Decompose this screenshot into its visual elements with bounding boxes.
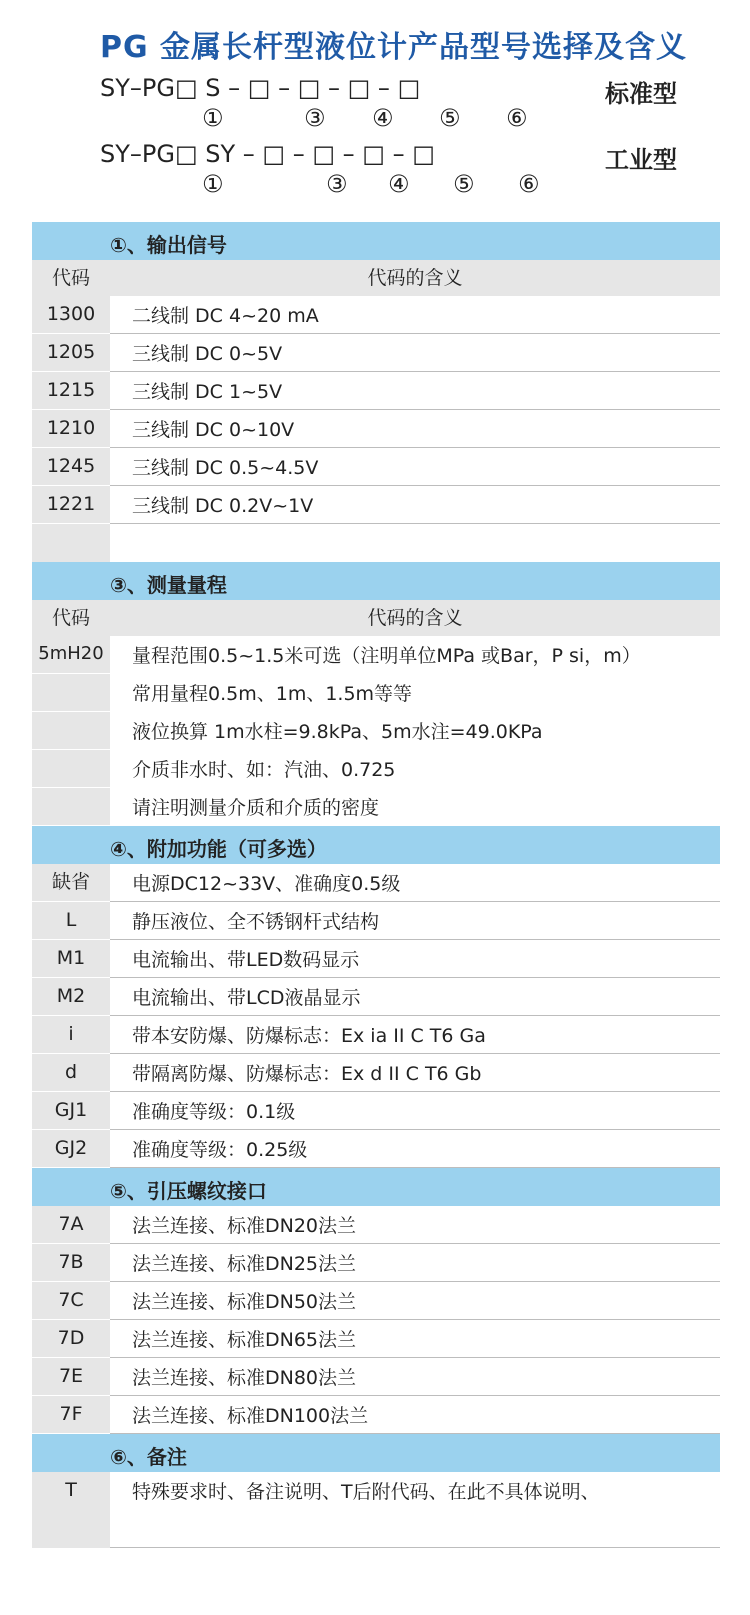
- row-code: 缺省: [32, 864, 110, 902]
- row-desc: 三线制 DC 0~5V: [110, 334, 720, 372]
- page-title: PG 金属长杆型液位计产品型号选择及含义: [100, 30, 688, 65]
- table-row: [32, 334, 720, 372]
- table-row: [32, 372, 720, 410]
- model-position-numbers-standard: [0, 104, 750, 134]
- row-code: 1300: [32, 296, 110, 334]
- row-code: i: [32, 1016, 110, 1054]
- section-label: ④、附加功能（可多选）: [110, 837, 327, 861]
- table-row: [32, 1016, 720, 1054]
- row-desc: 法兰连接、标准DN50法兰: [110, 1282, 720, 1320]
- row-desc: 法兰连接、标准DN100法兰: [110, 1396, 720, 1434]
- section-label: ⑤、引压螺纹接口: [110, 1179, 267, 1203]
- row-desc: 电流输出、带LED数码显示: [110, 940, 720, 978]
- table-row: [32, 1244, 720, 1282]
- column-headers: [32, 260, 720, 296]
- row-code: d: [32, 1054, 110, 1092]
- table-row: [32, 448, 720, 486]
- table-row: [32, 788, 720, 826]
- row-desc: 电流输出、带LCD液晶显示: [110, 978, 720, 1016]
- position-number: ⑤: [439, 104, 461, 132]
- row-desc: 法兰连接、标准DN80法兰: [110, 1358, 720, 1396]
- row-code: 1245: [32, 448, 110, 486]
- position-number: ⑥: [506, 104, 528, 132]
- section-label: ①、输出信号: [110, 233, 227, 257]
- table-row: [32, 864, 720, 902]
- row-desc: 液位换算 1m水柱=9.8kPa、5m水注=49.0KPa: [132, 721, 543, 743]
- row-code: 1215: [32, 372, 110, 410]
- row-desc: 三线制 DC 0.5~4.5V: [110, 448, 720, 486]
- meaning-column-header: 代码的含义: [110, 600, 720, 636]
- row-code: GJ2: [32, 1130, 110, 1168]
- row-code: 7C: [32, 1282, 110, 1320]
- row-desc: 三线制 DC 1~5V: [110, 372, 720, 410]
- row-code: 1210: [32, 410, 110, 448]
- position-number: ③: [326, 170, 348, 198]
- row-desc: 三线制 DC 0.2V~1V: [110, 486, 720, 524]
- table-row: [32, 1320, 720, 1358]
- position-number: ③: [304, 104, 326, 132]
- row-code: L: [32, 902, 110, 940]
- row-code: 7F: [32, 1396, 110, 1434]
- section-header-extra-functions: [32, 826, 720, 864]
- table-row: [32, 636, 720, 674]
- row-code: M1: [32, 940, 110, 978]
- table-row: [32, 1054, 720, 1092]
- row-code: 5mH20: [32, 636, 110, 674]
- table-row: [32, 902, 720, 940]
- row-desc: 二线制 DC 4~20 mA: [110, 296, 720, 334]
- table-row: [32, 1282, 720, 1320]
- section-header-range: [32, 562, 720, 600]
- code-column-header: 代码: [32, 600, 110, 636]
- row-desc: 法兰连接、标准DN65法兰: [110, 1320, 720, 1358]
- table-row: [32, 1396, 720, 1434]
- row-code: 7D: [32, 1320, 110, 1358]
- position-number: ⑤: [453, 170, 475, 198]
- row-code: 1205: [32, 334, 110, 372]
- section-label: ③、测量量程: [110, 573, 227, 597]
- position-number: ④: [372, 104, 394, 132]
- row-code: 7B: [32, 1244, 110, 1282]
- row-desc: 请注明测量介质和介质的密度: [132, 797, 380, 819]
- row-desc: 三线制 DC 0~10V: [110, 410, 720, 448]
- row-desc: 法兰连接、标准DN25法兰: [110, 1244, 720, 1282]
- table-row: [32, 1092, 720, 1130]
- row-desc: 常用量程0.5m、1m、1.5m等等: [132, 683, 413, 705]
- row-code: GJ1: [32, 1092, 110, 1130]
- section-spacer: [32, 524, 720, 562]
- model-code-standard: SY–PG□ S – □ – □ – □ – □: [100, 74, 421, 102]
- row-code: M2: [32, 978, 110, 1016]
- row-code: T: [32, 1472, 110, 1548]
- model-code-industrial: SY–PG□ SY – □ – □ – □ – □: [100, 140, 435, 168]
- section-header-output-signal: [32, 222, 720, 260]
- table-row: [32, 410, 720, 448]
- table-row: [32, 978, 720, 1016]
- section-header-remarks: [32, 1434, 720, 1472]
- table-row: [32, 750, 720, 788]
- table-row: [32, 1206, 720, 1244]
- model-type-industrial: 工业型: [605, 146, 677, 174]
- column-headers: [32, 600, 720, 636]
- row-code: 7E: [32, 1358, 110, 1396]
- model-position-numbers-industrial: [0, 170, 750, 200]
- model-type-standard: 标准型: [605, 80, 677, 108]
- position-number: ①: [202, 170, 224, 198]
- row-code: 7A: [32, 1206, 110, 1244]
- row-desc: 介质非水时、如：汽油、0.725: [132, 759, 396, 781]
- position-number: ④: [388, 170, 410, 198]
- position-number: ⑥: [518, 170, 540, 198]
- table-row: [32, 712, 720, 750]
- model-selection-table: [32, 222, 720, 1548]
- row-desc: 准确度等级：0.1级: [110, 1092, 720, 1130]
- row-desc: 准确度等级：0.25级: [110, 1130, 720, 1168]
- row-code: 1221: [32, 486, 110, 524]
- table-row: [32, 1130, 720, 1168]
- row-desc: 电源DC12~33V、准确度0.5级: [110, 864, 720, 902]
- row-desc: 带本安防爆、防爆标志：Ex ia II C T6 Ga: [110, 1016, 720, 1054]
- section-header-pressure-port: [32, 1168, 720, 1206]
- table-row: [32, 296, 720, 334]
- code-column-header: 代码: [32, 260, 110, 296]
- table-row: [32, 1358, 720, 1396]
- table-row: [32, 940, 720, 978]
- table-row: [32, 674, 720, 712]
- row-desc: 特殊要求时、备注说明、T后附代码、在此不具体说明、: [110, 1472, 720, 1548]
- row-desc: 法兰连接、标准DN20法兰: [110, 1206, 720, 1244]
- row-desc: 量程范围0.5~1.5米可选（注明单位MPa 或Bar，P si，m）: [132, 645, 641, 667]
- meaning-column-header: 代码的含义: [110, 260, 720, 296]
- row-desc: 带隔离防爆、防爆标志：Ex d II C T6 Gb: [110, 1054, 720, 1092]
- row-desc: 静压液位、全不锈钢杆式结构: [110, 902, 720, 940]
- table-row: [32, 1472, 720, 1548]
- position-number: ①: [202, 104, 224, 132]
- section-label: ⑥、备注: [110, 1445, 187, 1469]
- table-row: [32, 486, 720, 524]
